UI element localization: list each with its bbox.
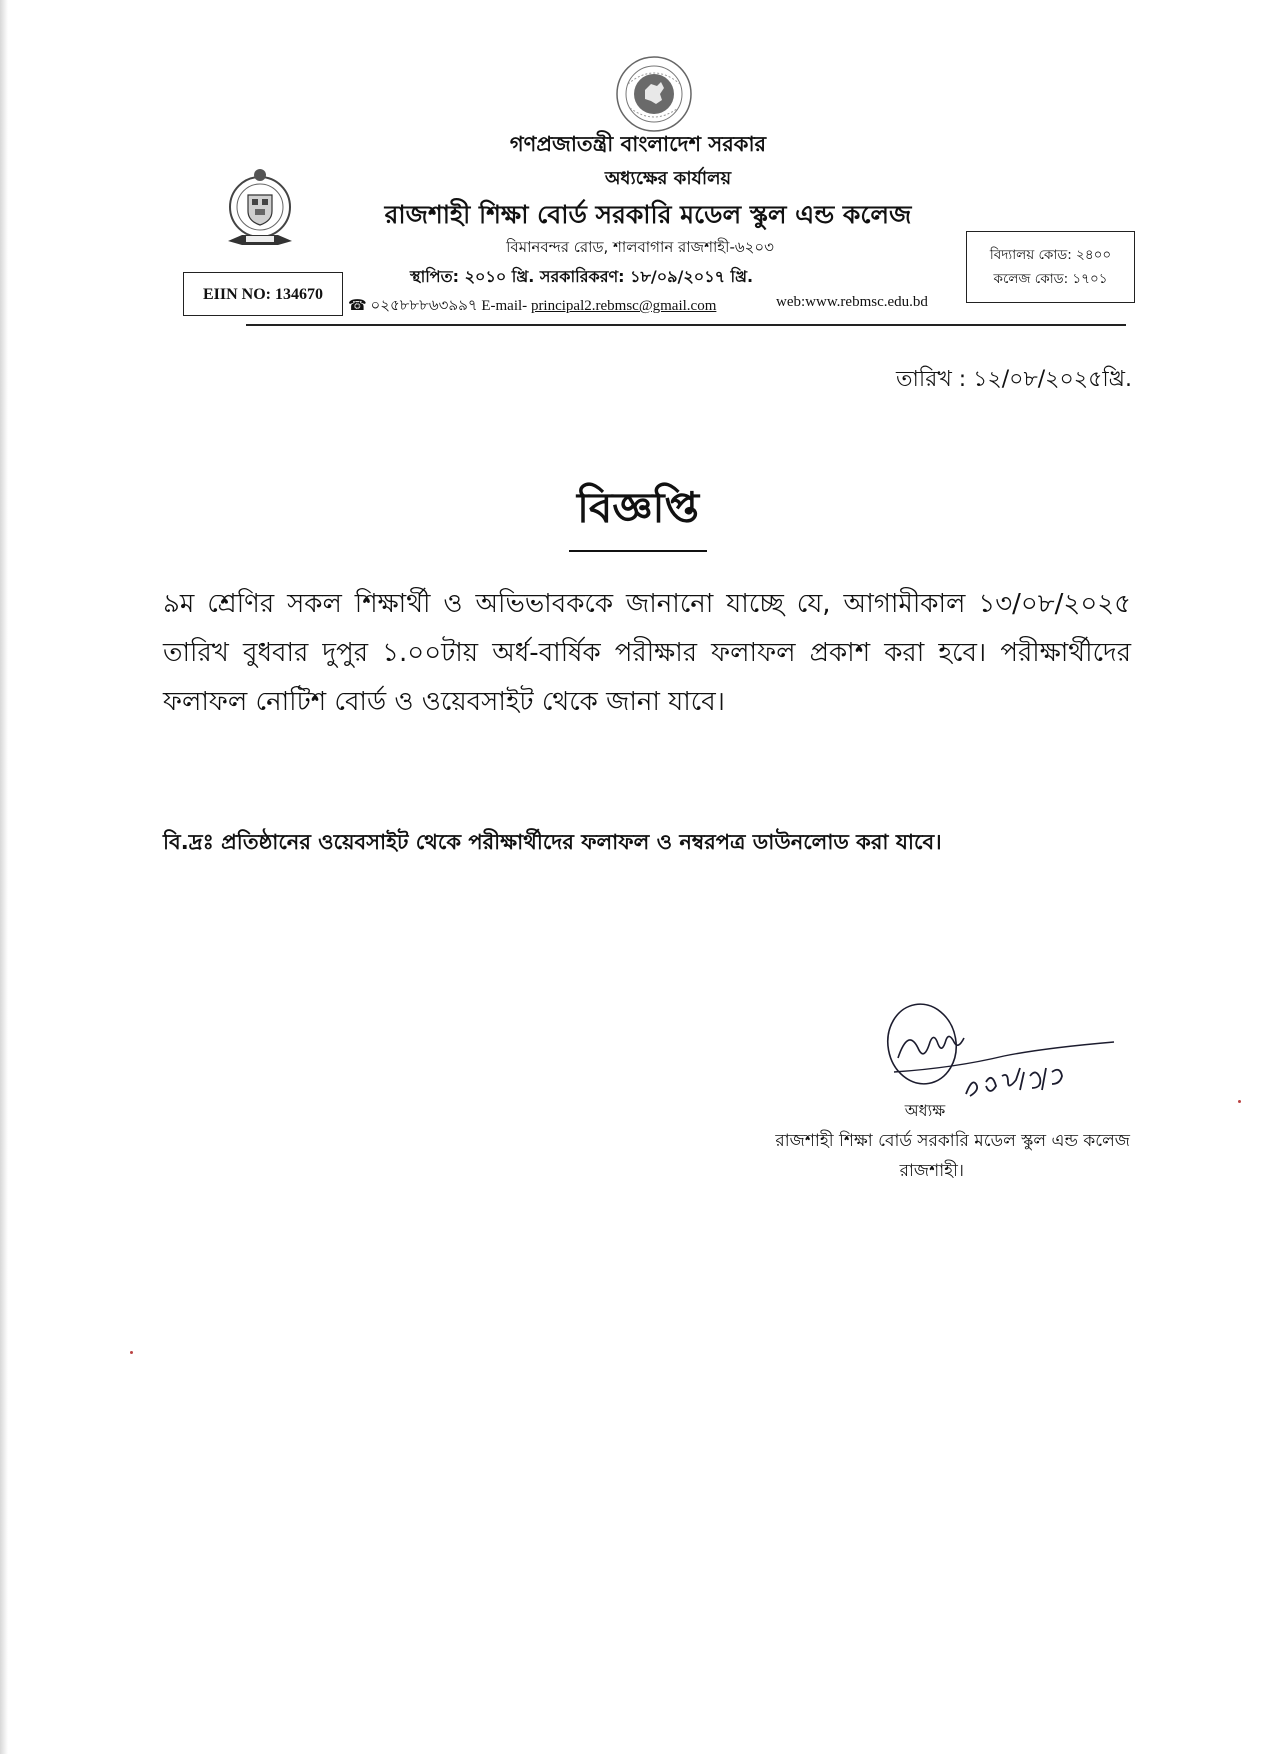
notice-date: তারিখ : ১২/০৮/২০২৫খ্রি. xyxy=(896,367,1132,392)
signatory-school: রাজশাহী শিক্ষা বোর্ড সরকারি মডেল স্কুল এন্ড কলেজ xyxy=(775,1131,1130,1151)
signatory-city: রাজশাহী। xyxy=(899,1161,964,1181)
signatory-title: অধ্যক্ষ xyxy=(904,1101,946,1120)
email-label: E-mail- xyxy=(481,298,528,314)
government-seal-icon xyxy=(614,54,694,134)
phone-icon: ☎ xyxy=(348,298,367,314)
institution-code-box xyxy=(966,231,1135,303)
header-divider xyxy=(246,324,1126,326)
school-address: বিমানবন্দর রোড, শালবাগান রাজশাহী-৬২০৩ xyxy=(506,238,774,256)
college-code: কলেজ কোড: ১৭০১ xyxy=(993,271,1108,287)
office-title: অধ্যক্ষের কার্যালয় xyxy=(604,168,732,189)
school-name: রাজশাহী শিক্ষা বোর্ড সরকারি মডেল স্কুল এন্ড কলেজ xyxy=(384,200,912,229)
school-crest-icon xyxy=(222,165,298,251)
eiin-box: EIIN NO: 134670 xyxy=(183,272,343,316)
notice-body: ৯ম শ্রেণির সকল শিক্ষার্থী ও অভিভাবককে জানানো যাচ্ছে যে, আগামীকাল ১৩/০৮/২০২৫ তারিখ বুধবার দুপুর ১.০০টায় অর্ধ-বার্ষিক পরীক্ষার ফলাফল প্রকাশ করা হবে। পরীক্ষার্থীদের ফলাফল নোটিশ বোর্ড ও ওয়েবসাইট থেকে জানা যাবে। xyxy=(163,589,1131,717)
scan-speck xyxy=(1238,1100,1241,1103)
email-link[interactable]: principal2.rebmsc@gmail.com xyxy=(530,298,717,314)
principal-signature xyxy=(880,996,1130,1106)
established-line: স্থাপিত: ২০১০ খ্রি. সরকারিকরণ: ১৮/০৯/২০১৭ খ্রি. xyxy=(410,267,754,286)
scan-speck xyxy=(130,1351,133,1354)
school-code: বিদ্যালয় কোড: ২৪০০ xyxy=(989,247,1112,263)
phone-number: ০২৫৮৮৮৬৩৯৯৭ xyxy=(370,298,478,314)
notice-heading-text: বিজ্ঞপ্তি xyxy=(569,475,707,552)
notice-note: বি.দ্রঃ প্রতিষ্ঠানের ওয়েবসাইট থেকে পরীক্ষার্থীদের ফলাফল ও নম্বরপত্র ডাউনলোড করা যাবে। xyxy=(163,830,942,854)
scan-edge xyxy=(0,0,8,1754)
notice-heading xyxy=(0,475,1276,552)
website-link[interactable]: web:www.rebmsc.edu.bd xyxy=(776,294,928,310)
government-title: গণপ্রজাতন্ত্রী বাংলাদেশ সরকার xyxy=(509,132,767,156)
